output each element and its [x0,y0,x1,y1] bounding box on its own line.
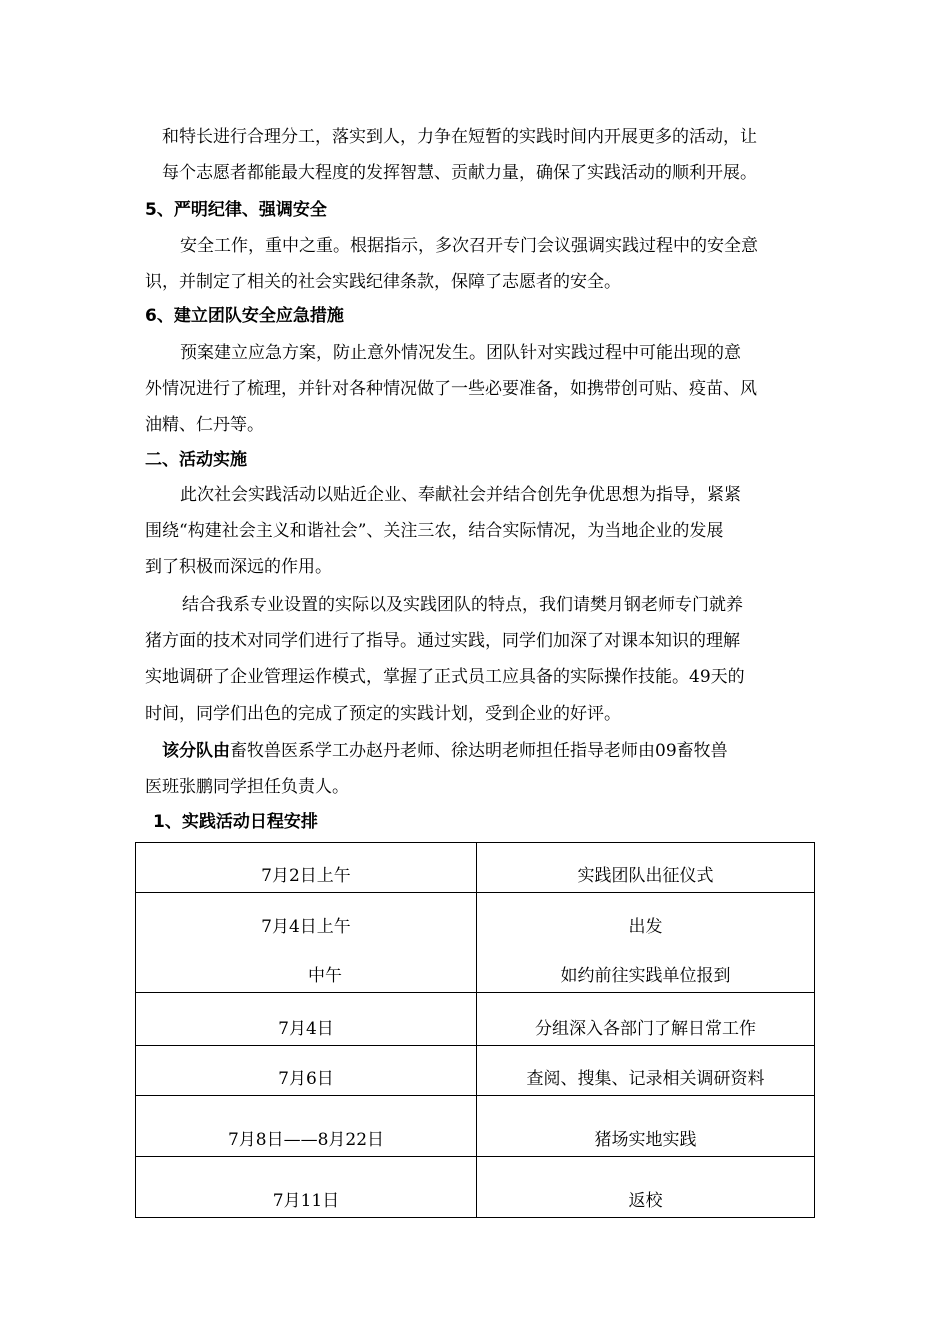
bold-lead-text: 该分队由 [162,741,230,761]
activity-cell: 查阅、搜集、记录相关调研资料 [477,1046,815,1096]
paragraph-line: 时间，同学们出色的完成了预定的实践计划，受到企业的好评。 [145,704,621,724]
date-cell [136,893,477,993]
activity-cell: 分组深入各部门了解日常工作 [477,993,815,1046]
section-heading: 5、严明纪律、强调安全 [145,200,327,220]
section-heading: 1、实践活动日程安排 [153,812,318,832]
paragraph-text: 畜牧兽医系学工办赵丹老师、徐达明老师担任指导老师由09畜牧兽 [230,741,728,761]
schedule-table [135,842,815,1218]
date-cell: 7月8日——8月22日 [136,1096,477,1157]
date-cell: 7月2日上午 [136,843,477,893]
date-cell: 7月6日 [136,1046,477,1096]
paragraph-line: 实地调研了企业管理运作模式，掌握了正式员工应具备的实际操作技能。49天的 [145,667,745,687]
paragraph-line: 油精、仁丹等。 [145,415,264,435]
date-cell: 7月4日 [136,993,477,1046]
paragraph-line: 和特长进行合理分工，落实到人，力争在短暂的实践时间内开展更多的活动，让 [162,127,757,147]
paragraph-line: 到了积极而深远的作用。 [145,557,332,577]
section-heading: 二、活动实施 [145,450,247,470]
paragraph-line: 外情况进行了梳理，并针对各种情况做了一些必要准备，如携带创可贴、疫苗、风 [145,379,757,399]
table-row [136,1046,815,1096]
activity-cell: 猪场实地实践 [477,1096,815,1157]
activity-cell [477,893,815,993]
paragraph-line: 医班张鹏同学担任负责人。 [145,777,349,797]
paragraph-line: 结合我系专业设置的实际以及实践团队的特点，我们请樊月钢老师专门就养 [182,595,743,615]
date-text: 中午 [308,966,342,986]
paragraph-line: 预案建立应急方案，防止意外情况发生。团队针对实践过程中可能出现的意 [180,343,741,363]
paragraph-line: 安全工作，重中之重。根据指示，多次召开专门会议强调实践过程中的安全意 [180,236,758,256]
date-cell: 7月11日 [136,1157,477,1218]
paragraph-line: 此次社会实践活动以贴近企业、奉献社会并结合创先争优思想为指导，紧紧 [180,485,741,505]
table-row [136,993,815,1046]
activity-text: 如约前往实践单位报到 [560,966,731,986]
section-heading: 6、建立团队安全应急措施 [145,306,344,326]
table-row [136,1096,815,1157]
paragraph-line: 每个志愿者都能最大程度的发挥智慧、贡献力量，确保了实践活动的顺利开展。 [162,163,757,183]
table-row [136,893,815,993]
paragraph-line: 围绕“构建社会主义和谐社会”、关注三农，结合实际情况，为当地企业的发展 [145,521,724,541]
activity-cell: 实践团队出征仪式 [477,843,815,893]
paragraph-line [162,740,728,762]
table-row [136,843,815,893]
paragraph-line: 识，并制定了相关的社会实践纪律条款，保障了志愿者的安全。 [145,272,621,292]
date-text: 7月4日上午 [261,917,351,937]
paragraph-line: 猪方面的技术对同学们进行了指导。通过实践，同学们加深了对课本知识的理解 [145,631,740,651]
activity-text: 出发 [628,917,663,937]
table-row [136,1157,815,1218]
activity-cell: 返校 [477,1157,815,1218]
